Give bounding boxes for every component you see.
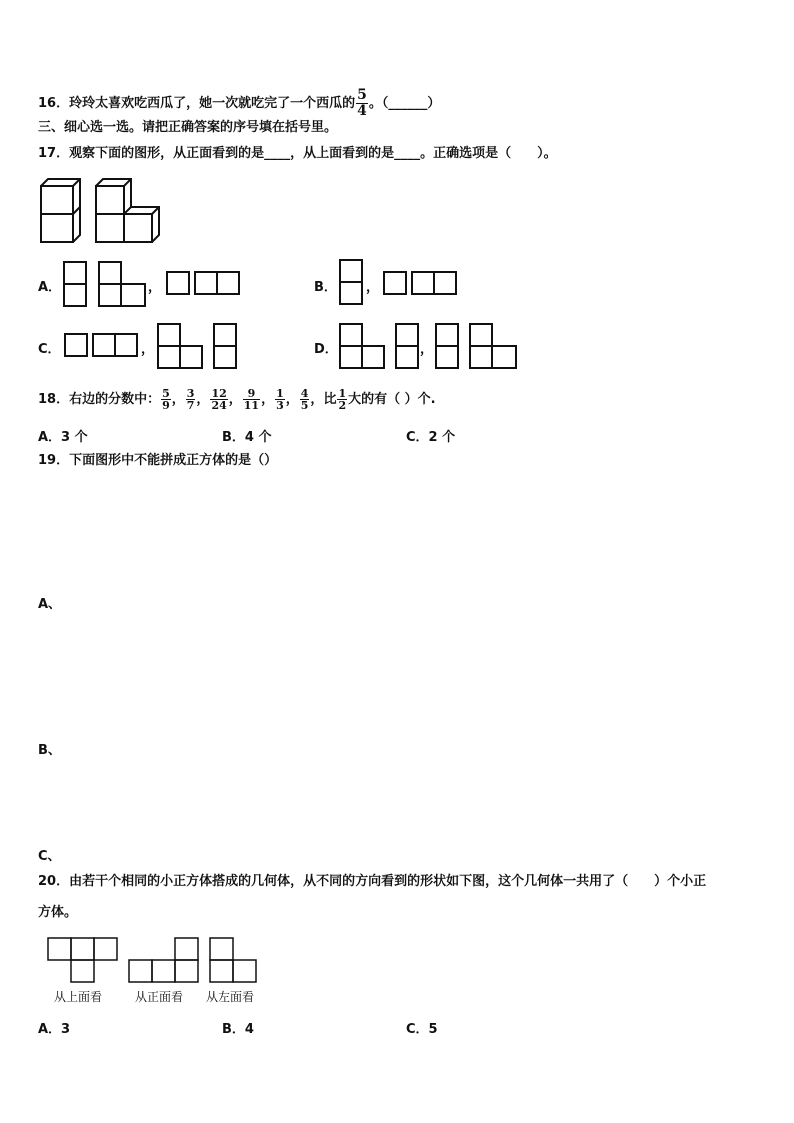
section-3-heading: 三、细心选一选。请把正确答案的序号填在括号里。 xyxy=(38,120,338,135)
q17-option-d-label: D． xyxy=(314,342,338,357)
q17-option-b-label: B． xyxy=(314,280,337,295)
q19-option-b: B、 xyxy=(38,743,61,758)
question-18: 18．右边的分数中： $\frac{5}{9}$ ， $\frac{3}{7}$ ， $\frac{12}{24}$ ， $\frac{9}{11}$ ， $\frac{1}{3}$ ， $\frac{4}{5}$ ，比 $\frac{1}{2}$ 大的有（ ）个. xyxy=(38,387,436,412)
q18-fraction-1: $\frac{5}{9}$ xyxy=(162,387,170,412)
q17-option-c-separator: ， xyxy=(141,342,155,357)
question-20-line-1: 20．由若干个相同的小正方体搭成的几何体，从不同的方向看到的形状如下图，这个几何体一共用了（ ）个小正 xyxy=(38,874,707,889)
q17-option-b-separator: ， xyxy=(366,280,380,295)
q18-suffix: 大的有（ ）个. xyxy=(348,392,436,407)
q18-fraction-2: $\frac{3}{7}$ xyxy=(186,387,195,412)
question-17: 17．观察下面的图形，从正面看到的是____，从上面看到的是____。正确选项是（ ）。 xyxy=(38,146,557,161)
q18-option-b: B．4 个 xyxy=(222,430,272,445)
q18-fraction-4: $\frac{9}{11}$ xyxy=(243,387,260,412)
question-19: 19．下面图形中不能拼成正方体的是（） xyxy=(38,453,278,468)
q18-prefix: 18．右边的分数中： xyxy=(38,392,161,407)
q18-fraction-3: $\frac{12}{24}$ xyxy=(211,387,227,412)
q20-option-c: C．5 xyxy=(406,1022,438,1037)
q17-option-a-top-view xyxy=(164,270,244,298)
q20-option-a: A．3 xyxy=(38,1022,71,1037)
q16-answer-blank: 。（______） xyxy=(368,96,441,111)
q18-option-c: C．2 个 xyxy=(406,430,456,445)
q20-front-view-figure xyxy=(127,936,201,986)
q20-option-b: B．4 xyxy=(222,1022,254,1037)
question-20-line-2: 方体。 xyxy=(38,905,78,920)
q18-compare-fraction: $\frac{1}{2}$ xyxy=(338,387,347,412)
q17-option-c-front-view xyxy=(156,322,246,372)
q16-fraction: $\frac{5}{4}$ xyxy=(357,87,367,119)
q20-top-view-caption: 从上面看 xyxy=(54,990,103,1004)
q20-top-view-figure xyxy=(46,936,120,986)
q17-option-b-top-view xyxy=(381,270,461,298)
q20-front-view-caption: 从正面看 xyxy=(135,990,184,1004)
q17-option-a-separator: ， xyxy=(148,280,162,295)
q17-option-d-front-view xyxy=(338,322,428,372)
q17-option-a-front-view xyxy=(62,260,152,310)
q16-text: 16．玲玲太喜欢吃西瓜了，她一次就吃完了一个西瓜的 xyxy=(38,96,356,111)
q17-option-c-top-view xyxy=(62,332,142,360)
q17-option-a-label: A． xyxy=(38,280,62,295)
q17-option-c-label: C． xyxy=(38,342,61,357)
q17-option-d-side-view xyxy=(434,322,524,372)
q17-option-d-separator: ， xyxy=(420,342,434,357)
q18-fraction-5: $\frac{1}{3}$ xyxy=(276,387,284,412)
q18-option-a: A．3 个 xyxy=(38,430,88,445)
q20-left-view-caption: 从左面看 xyxy=(206,990,255,1004)
q20-left-view-figure xyxy=(208,936,260,986)
q18-fraction-6: $\frac{4}{5}$ xyxy=(300,387,309,412)
q19-option-a: A、 xyxy=(38,597,62,612)
q19-option-c: C、 xyxy=(38,849,61,864)
question-16 xyxy=(38,88,440,119)
q17-cube-figure xyxy=(38,176,178,246)
q17-option-b-front-view xyxy=(338,258,368,308)
